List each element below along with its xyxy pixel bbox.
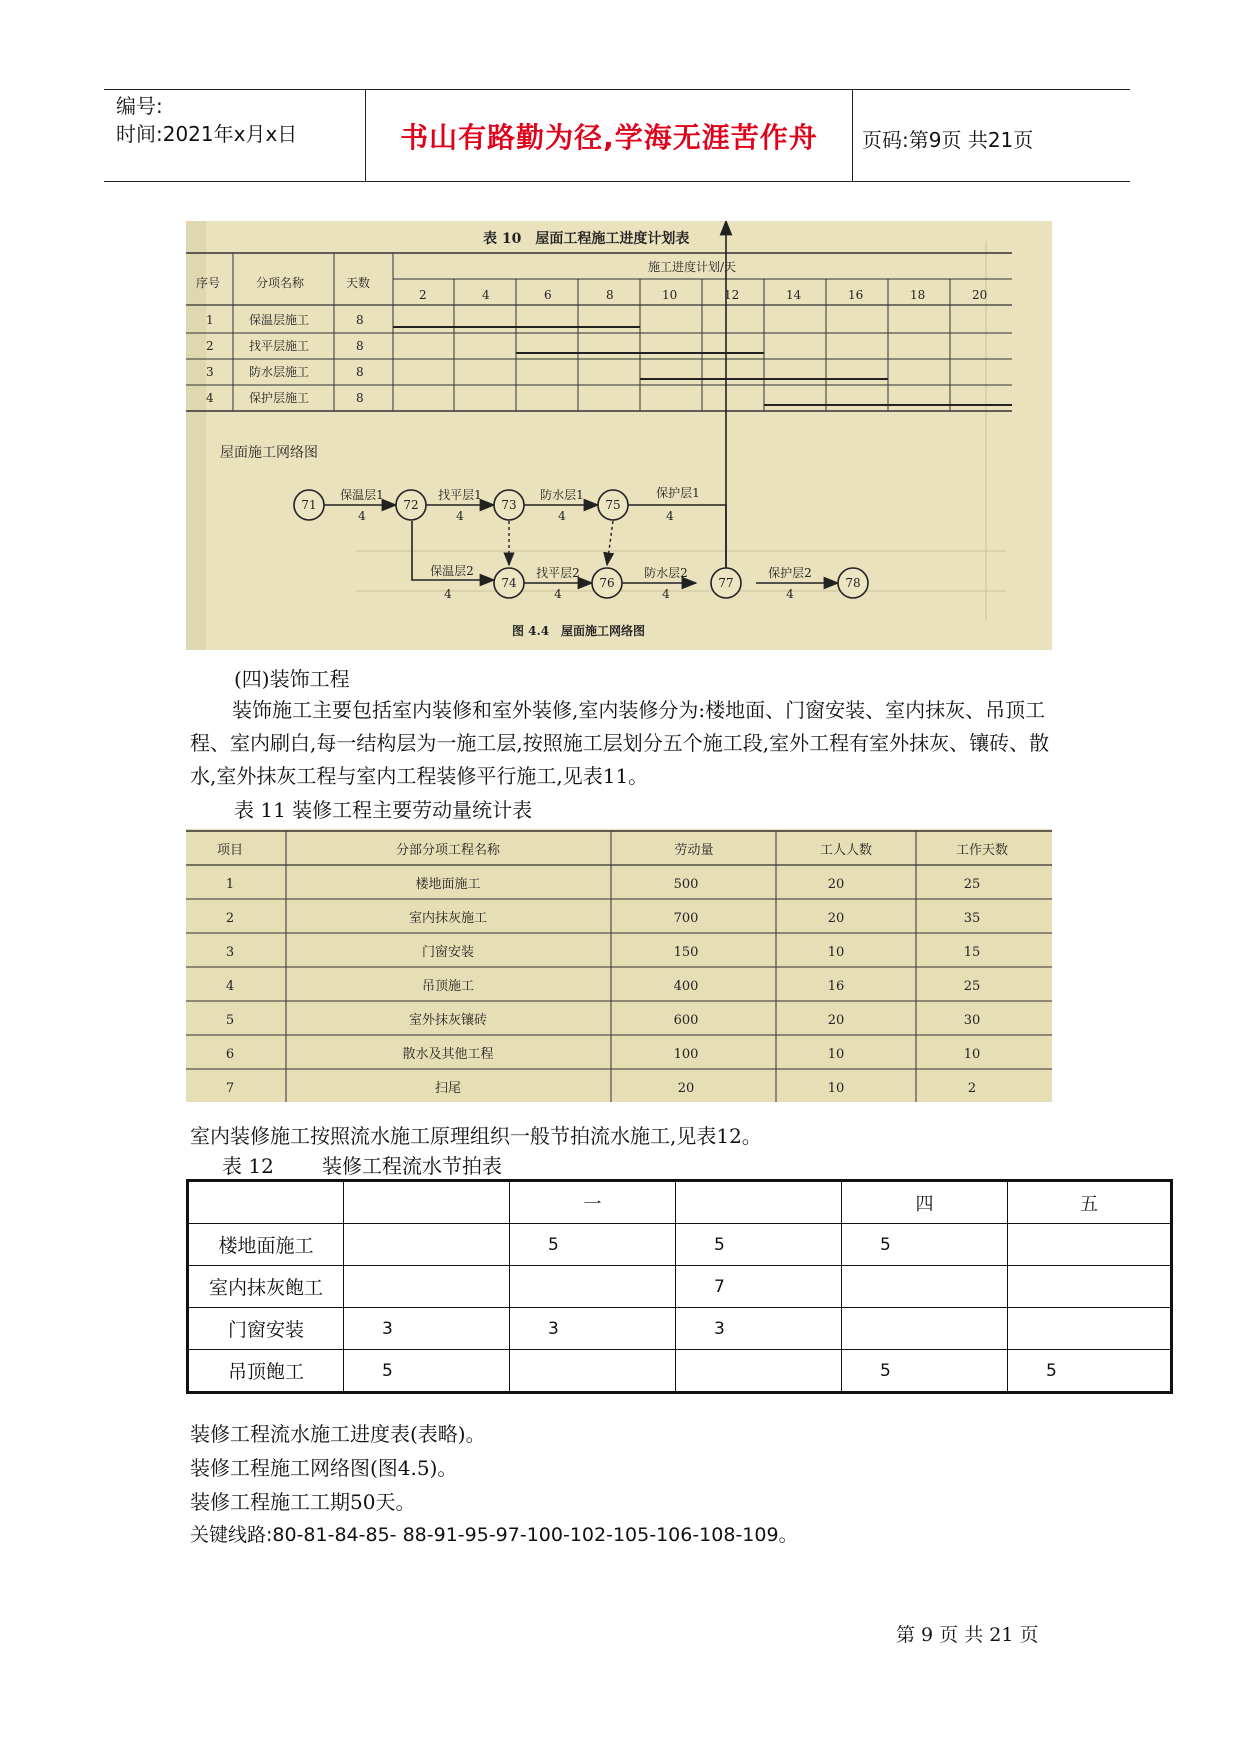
col-header: 工作天数	[955, 843, 1009, 858]
row-label: 吊顶飽工	[188, 1350, 344, 1393]
cell: 10	[827, 1047, 845, 1062]
cell	[344, 1266, 510, 1308]
cell: 7	[676, 1266, 842, 1308]
section-paragraph: 装饰施工主要包括室内装修和室外装修,室内装修分为:楼地面、门窗安装、室内抹灰、吊顶工程、室内刷白,每一结构层为一施工层,按照施工层划分五个施工段,室外工程有室外抹灰、镶砖、散水,室外抹灰工程与室内工程装修平行施工,见表11。	[190, 698, 1050, 788]
edge-name: 保温层1	[340, 488, 384, 502]
cell: 7	[225, 1081, 235, 1096]
row-name: 保温层施工	[249, 313, 310, 327]
table-row	[188, 1224, 1172, 1266]
edge-dur: 4	[456, 509, 464, 523]
cell: 5	[842, 1350, 1008, 1393]
row-days: 8	[356, 313, 364, 327]
tick: 14	[786, 288, 802, 302]
table12-title: 装修工程流水节拍表	[322, 1154, 502, 1178]
node-label: 78	[845, 576, 861, 590]
cell: 15	[963, 945, 981, 960]
table10-title: 表 10 屋面工程施工进度计划表	[483, 231, 690, 247]
cell: 5	[510, 1224, 676, 1266]
cell: 四	[842, 1181, 1008, 1224]
cell: 100	[673, 1047, 699, 1062]
node-label: 75	[605, 498, 621, 512]
cell: 5	[225, 1013, 235, 1028]
cell: 10	[827, 1081, 845, 1096]
cell	[188, 1181, 344, 1224]
note-line: 装修工程施工工期50天。	[190, 1490, 416, 1514]
edge-dur: 4	[358, 509, 366, 523]
cell: 楼地面施工	[415, 877, 481, 892]
row-no: 4	[206, 391, 214, 405]
cell: 6	[225, 1047, 235, 1062]
table11-figure	[186, 829, 1052, 1102]
row-name: 找平层施工	[249, 339, 310, 353]
cell: 20	[677, 1081, 695, 1096]
col-header: 劳动量	[674, 843, 714, 858]
cell	[1008, 1224, 1172, 1266]
cell: 20	[827, 877, 845, 892]
table-row	[188, 1266, 1172, 1308]
table-row	[188, 1308, 1172, 1350]
cell: 10	[963, 1047, 981, 1062]
table12	[186, 1179, 1173, 1394]
cell: 25	[963, 877, 981, 892]
cell: 3	[225, 945, 235, 960]
tick: 2	[419, 288, 427, 302]
cell	[1008, 1266, 1172, 1308]
after-table11-text: 室内装修施工按照流水施工原理组织一般节拍流水施工,见表12。	[190, 1124, 762, 1148]
tick: 18	[910, 288, 926, 302]
tick: 10	[662, 288, 678, 302]
col-days-header: 天数	[346, 276, 371, 290]
note-line: 装修工程施工网络图(图4.5)。	[190, 1456, 458, 1480]
edge-dur: 4	[666, 509, 674, 523]
row-label: 室内抹灰飽工	[188, 1266, 344, 1308]
section-heading: (四)装饰工程	[234, 667, 350, 691]
table11-title: 表 11 装修工程主要劳动量统计表	[234, 798, 533, 822]
edge-name: 找平层1	[438, 488, 482, 502]
header-top-rule	[104, 89, 1130, 90]
edge-name: 保护层1	[656, 486, 700, 500]
cell	[676, 1181, 842, 1224]
header-meta	[116, 92, 297, 148]
tick: 6	[544, 288, 552, 302]
col-progress-header: 施工进度计划/天	[648, 260, 737, 274]
serial-label: 编号:	[116, 94, 163, 118]
cell: 5	[676, 1224, 842, 1266]
edge-name: 找平层2	[536, 566, 580, 580]
node-label: 73	[501, 498, 517, 512]
node-label: 71	[301, 498, 317, 512]
node-label: 76	[599, 576, 615, 590]
cell: 一	[510, 1181, 676, 1224]
cell: 吊顶施工	[421, 979, 475, 994]
cell: 30	[963, 1013, 981, 1028]
cell: 16	[827, 979, 845, 994]
col-header: 项目	[216, 843, 244, 858]
row-days: 8	[356, 391, 364, 405]
edge-dur: 4	[554, 587, 562, 601]
row-name: 防水层施工	[249, 365, 310, 379]
tick: 4	[482, 288, 490, 302]
cell: 700	[673, 911, 699, 926]
cell: 3	[344, 1308, 510, 1350]
edge-name: 保护层2	[768, 566, 812, 580]
cell	[510, 1266, 676, 1308]
cell: 35	[963, 911, 981, 926]
node-label: 74	[501, 576, 517, 590]
header-motto: 书山有路勤为径,学海无涯苦作舟	[400, 121, 818, 154]
header-divider-2	[852, 90, 853, 182]
cell: 400	[673, 979, 699, 994]
node-label: 77	[718, 576, 734, 590]
row-name: 保护层施工	[249, 391, 310, 405]
critical-path-line: 关键线路:80-81-84-85- 88-91-95-97-100-102-105-106-108-109。	[190, 1524, 798, 1546]
cell: 600	[673, 1013, 699, 1028]
roof-schedule-figure	[186, 221, 1052, 650]
cell: 1	[225, 877, 235, 892]
edge-name: 防水层1	[540, 488, 584, 502]
network-caption: 图 4.4 屋面施工网络图	[512, 624, 646, 638]
row-days: 8	[356, 339, 364, 353]
cell	[842, 1266, 1008, 1308]
row-no: 1	[206, 313, 214, 327]
time-label: 时间:2021年x月x日	[116, 122, 298, 146]
cell: 五	[1008, 1181, 1172, 1224]
edge-name: 防水层2	[644, 566, 688, 580]
cell: 5	[842, 1224, 1008, 1266]
cell: 20	[827, 911, 845, 926]
cell: 10	[827, 945, 845, 960]
edge-dur: 4	[558, 509, 566, 523]
cell: 2	[967, 1081, 977, 1096]
cell	[344, 1181, 510, 1224]
row-label: 门窗安装	[188, 1308, 344, 1350]
cell: 室内抹灰施工	[408, 911, 488, 926]
note-line: 装修工程流水施工进度表(表略)。	[190, 1422, 486, 1446]
cell: 2	[225, 911, 235, 926]
tick: 8	[606, 288, 614, 302]
cell: 4	[225, 979, 235, 994]
row-label: 楼地面施工	[188, 1224, 344, 1266]
tick: 12	[724, 288, 740, 302]
col-no-header: 序号	[196, 276, 221, 290]
tick: 20	[972, 288, 988, 302]
cell: 室外抹灰镶砖	[408, 1013, 488, 1028]
edge-dur: 4	[786, 587, 794, 601]
cell: 5	[1008, 1350, 1172, 1393]
cell	[676, 1350, 842, 1393]
row-no: 2	[206, 339, 214, 353]
row-no: 3	[206, 365, 214, 379]
cell: 门窗安装	[421, 945, 475, 960]
tick: 16	[848, 288, 864, 302]
cell: 3	[510, 1308, 676, 1350]
cell: 25	[963, 979, 981, 994]
header-bottom-rule	[104, 181, 1130, 182]
cell: 20	[827, 1013, 845, 1028]
cell: 扫尾	[434, 1081, 462, 1096]
cell: 5	[344, 1350, 510, 1393]
row-days: 8	[356, 365, 364, 379]
table12-label: 表 12	[222, 1154, 274, 1178]
col-header: 工人人数	[819, 843, 873, 858]
table-row	[188, 1181, 1172, 1224]
cell: 500	[673, 877, 699, 892]
network-label: 屋面施工网络图	[220, 445, 318, 461]
roof-schedule-scan	[186, 221, 1052, 650]
cell	[510, 1350, 676, 1393]
edge-dur: 4	[444, 587, 452, 601]
cell: 150	[673, 945, 699, 960]
col-name-header: 分项名称	[256, 276, 305, 290]
table-row	[188, 1350, 1172, 1393]
page-footer: 第 9 页 共 21 页	[896, 1624, 1039, 1646]
cell	[842, 1308, 1008, 1350]
cell: 3	[676, 1308, 842, 1350]
table11-scan	[186, 829, 1052, 1102]
node-label: 72	[403, 498, 419, 512]
cell	[344, 1224, 510, 1266]
edge-name: 保温层2	[430, 564, 474, 578]
cell	[1008, 1308, 1172, 1350]
col-header: 分部分项工程名称	[395, 843, 501, 858]
cell: 散水及其他工程	[402, 1047, 494, 1062]
edge-dur: 4	[662, 587, 670, 601]
header-page-info: 页码:第9页 共21页	[862, 128, 1034, 152]
